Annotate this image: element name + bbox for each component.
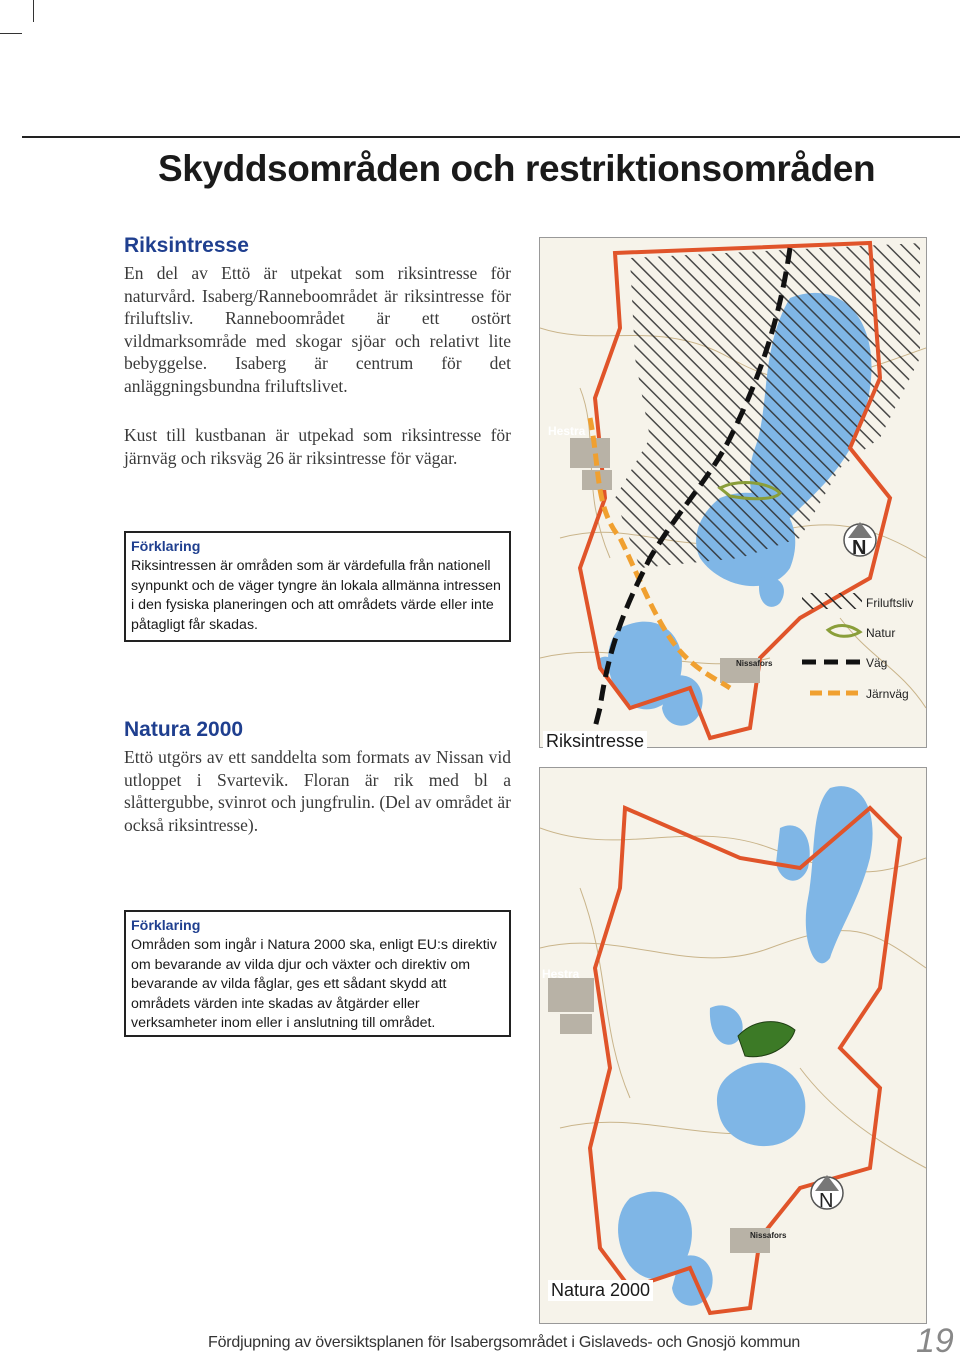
natura-2000-area — [738, 1022, 795, 1057]
legend-title: Förklaring — [131, 539, 201, 555]
riksintresse-heading: Riksintresse — [124, 234, 249, 257]
natura-map — [539, 767, 927, 1324]
riksintresse-paragraph-1: En del av Ettö är utpekat som riksintresse för naturvård. Isaberg/Ranneboområdet är riksintresse för friluftsliv. Ranneboområdet är ett ostört vildmarksområde med skogar sjöar och relativt lite bebyggelse. Isaberg är centrum för det anläggningsbundna friluftslivet. — [124, 263, 511, 396]
riksintresse-map-graphic — [540, 238, 926, 747]
natura-map-graphic — [540, 768, 926, 1323]
natura-heading: Natura 2000 — [124, 718, 244, 741]
legend-swatch-natur — [828, 626, 860, 637]
legend-swatch-friluftsliv — [802, 593, 862, 609]
crop-mark — [0, 33, 22, 34]
natura-paragraph: Ettö utgörs av ett sanddelta som formats av Nissan vid utloppet i Svartevik. Floran är rik med bl a slåttergubbe, svinrot och jungfrulin. (Del av området är också riksintresse). — [124, 747, 511, 835]
map-caption-natura: Natura 2000 — [548, 1280, 653, 1301]
legend-label-vag: Väg — [866, 656, 888, 670]
legend-label-jarnvag: Järnväg — [866, 687, 909, 701]
north-label: N — [819, 1190, 834, 1212]
place-hestra: Hestra — [542, 967, 580, 981]
footer-text: Fördjupning av översiktsplanen för Isabergsområdet i Gislaveds- och Gnosjö kommun — [208, 1334, 801, 1351]
header-rule — [22, 136, 960, 138]
place-nissafors: Nissafors — [750, 1231, 787, 1240]
legend-title: Förklaring — [131, 918, 201, 934]
north-arrow-icon — [844, 522, 876, 559]
legend-text: Områden som ingår i Natura 2000 ska, enligt EU:s direktiv om bevarande av vilda djur och växter och direktiv om bevarande av vilda fåglar, ges ett sådant skydd att områdets värden inte skadas av åtgärder eller verksamheter inom eller i anslutning till området. — [131, 937, 497, 1032]
place-nissafors: Nissafors — [736, 659, 773, 668]
legend-label-natur: Natur — [866, 626, 896, 640]
riksintresse-paragraph-2: Kust till kustbanan är utpekad som riksintresse för järnväg och riksväg 26 är riksintresse för vägar. — [124, 425, 511, 468]
north-label: N — [852, 537, 867, 559]
north-arrow-icon — [811, 1175, 843, 1212]
riksintresse-map — [539, 237, 927, 748]
riksintresse-legend-box — [124, 531, 511, 642]
crop-mark — [33, 0, 34, 22]
legend-label-friluftsliv: Friluftsliv — [866, 596, 914, 610]
place-hestra: Hestra — [548, 424, 586, 438]
page-title: Skyddsområden och restriktionsområden — [158, 148, 876, 189]
map-caption-riksintresse: Riksintresse — [543, 731, 647, 752]
natura-legend-box — [124, 910, 511, 1037]
page-number: 19 — [916, 1322, 954, 1360]
legend-text: Riksintressen är områden som är värdefulla från nationell synpunkt och de väger tyngre än lokala allmänna intressen i den fysiska planeringen och att områdets värde eller inte påtagligt får skadas. — [131, 558, 501, 633]
